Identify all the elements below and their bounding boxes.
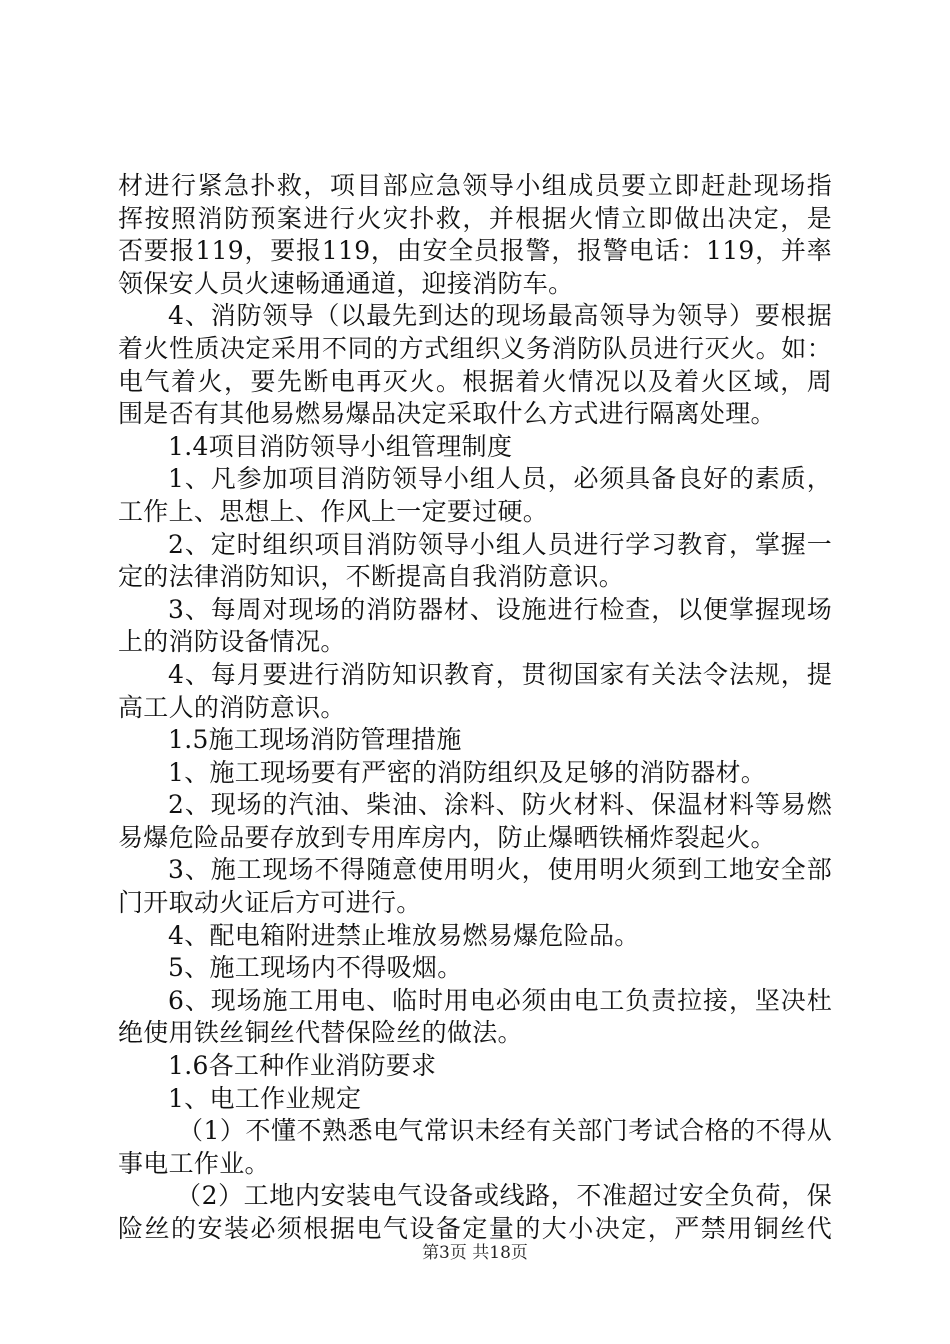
text-line: 着火性质决定采用不同的方式组织义务消防队员进行灭火。如： — [118, 333, 832, 363]
text-line: 3、施工现场不得随意使用明火，使用明火须到工地安全部 — [168, 855, 832, 885]
text-line: 定的法律消防知识，不断提高自我消防意识。 — [118, 562, 625, 592]
page-footer: 第3页 共18页 — [422, 1243, 528, 1263]
text-line: （2）工地内安装电气设备或线路，不准超过安全负荷，保 — [176, 1181, 832, 1211]
text-line: 4、消防领导（以最先到达的现场最高领导为领导）要根据 — [168, 301, 832, 331]
text-line: 1、凡参加项目消防领导小组人员，必须具备良好的素质， — [168, 464, 832, 494]
text-line: 材进行紧急扑救，项目部应急领导小组成员要立即赶赴现场指 — [118, 171, 832, 200]
text-line: 领保安人员火速畅通通道，迎接消防车。 — [118, 268, 574, 298]
text-line: 电气着火，要先断电再灭火。根据着火情况以及着火区域，周 — [118, 366, 832, 396]
text-line: 围是否有其他易燃易爆品决定采取什么方式进行隔离处理。 — [118, 399, 776, 429]
text-line: 1、施工现场要有严密的消防组织及足够的消防器材。 — [168, 757, 767, 787]
text-line: 上的消防设备情况。 — [118, 627, 346, 657]
text-line: 1.4项目消防领导小组管理制度 — [168, 431, 513, 461]
text-line: 否要报119，要报119，由安全员报警，报警电话：119，并率 — [118, 236, 832, 266]
text-line: 绝使用铁丝铜丝代替保险丝的做法。 — [118, 1018, 523, 1048]
text-line: 5、施工现场内不得吸烟。 — [168, 953, 463, 983]
document-body — [118, 170, 832, 1246]
text-line: 2、现场的汽油、柴油、涂料、防火材料、保温材料等易燃 — [168, 790, 832, 820]
text-line: （1）不懂不熟悉电气常识未经有关部门考试合格的不得从 — [178, 1116, 832, 1146]
text-line: 事电工作业。 — [118, 1148, 270, 1178]
text-line: 6、现场施工用电、临时用电必须由电工负责拉接，坚决杜 — [168, 985, 832, 1015]
text-line: 高工人的消防意识。 — [118, 692, 346, 722]
text-line: 险丝的安装必须根据电气设备定量的大小决定，严禁用铜丝代 — [118, 1214, 832, 1243]
text-line: 3、每周对现场的消防器材、设施进行检查，以便掌握现场 — [168, 594, 832, 624]
text-line: 易爆危险品要存放到专用库房内，防止爆晒铁桶炸裂起火。 — [118, 822, 776, 852]
text-line: 2、定时组织项目消防领导小组人员进行学习教育，掌握一 — [168, 529, 832, 559]
text-line: 挥按照消防预案进行火灾扑救，并根据火情立即做出决定，是 — [118, 203, 832, 233]
text-line: 4、配电箱附进禁止堆放易燃易爆危险品。 — [168, 920, 640, 950]
text-line: 门开取动火证后方可进行。 — [118, 888, 422, 918]
text-line: 工作上、思想上、作风上一定要过硬。 — [118, 496, 549, 526]
text-line: 4、每月要进行消防知识教育，贯彻国家有关法令法规，提 — [168, 659, 832, 689]
text-line: 1.6各工种作业消防要求 — [168, 1051, 437, 1081]
text-line: 1.5施工现场消防管理措施 — [168, 725, 462, 755]
text-line: 1、电工作业规定 — [168, 1083, 362, 1113]
